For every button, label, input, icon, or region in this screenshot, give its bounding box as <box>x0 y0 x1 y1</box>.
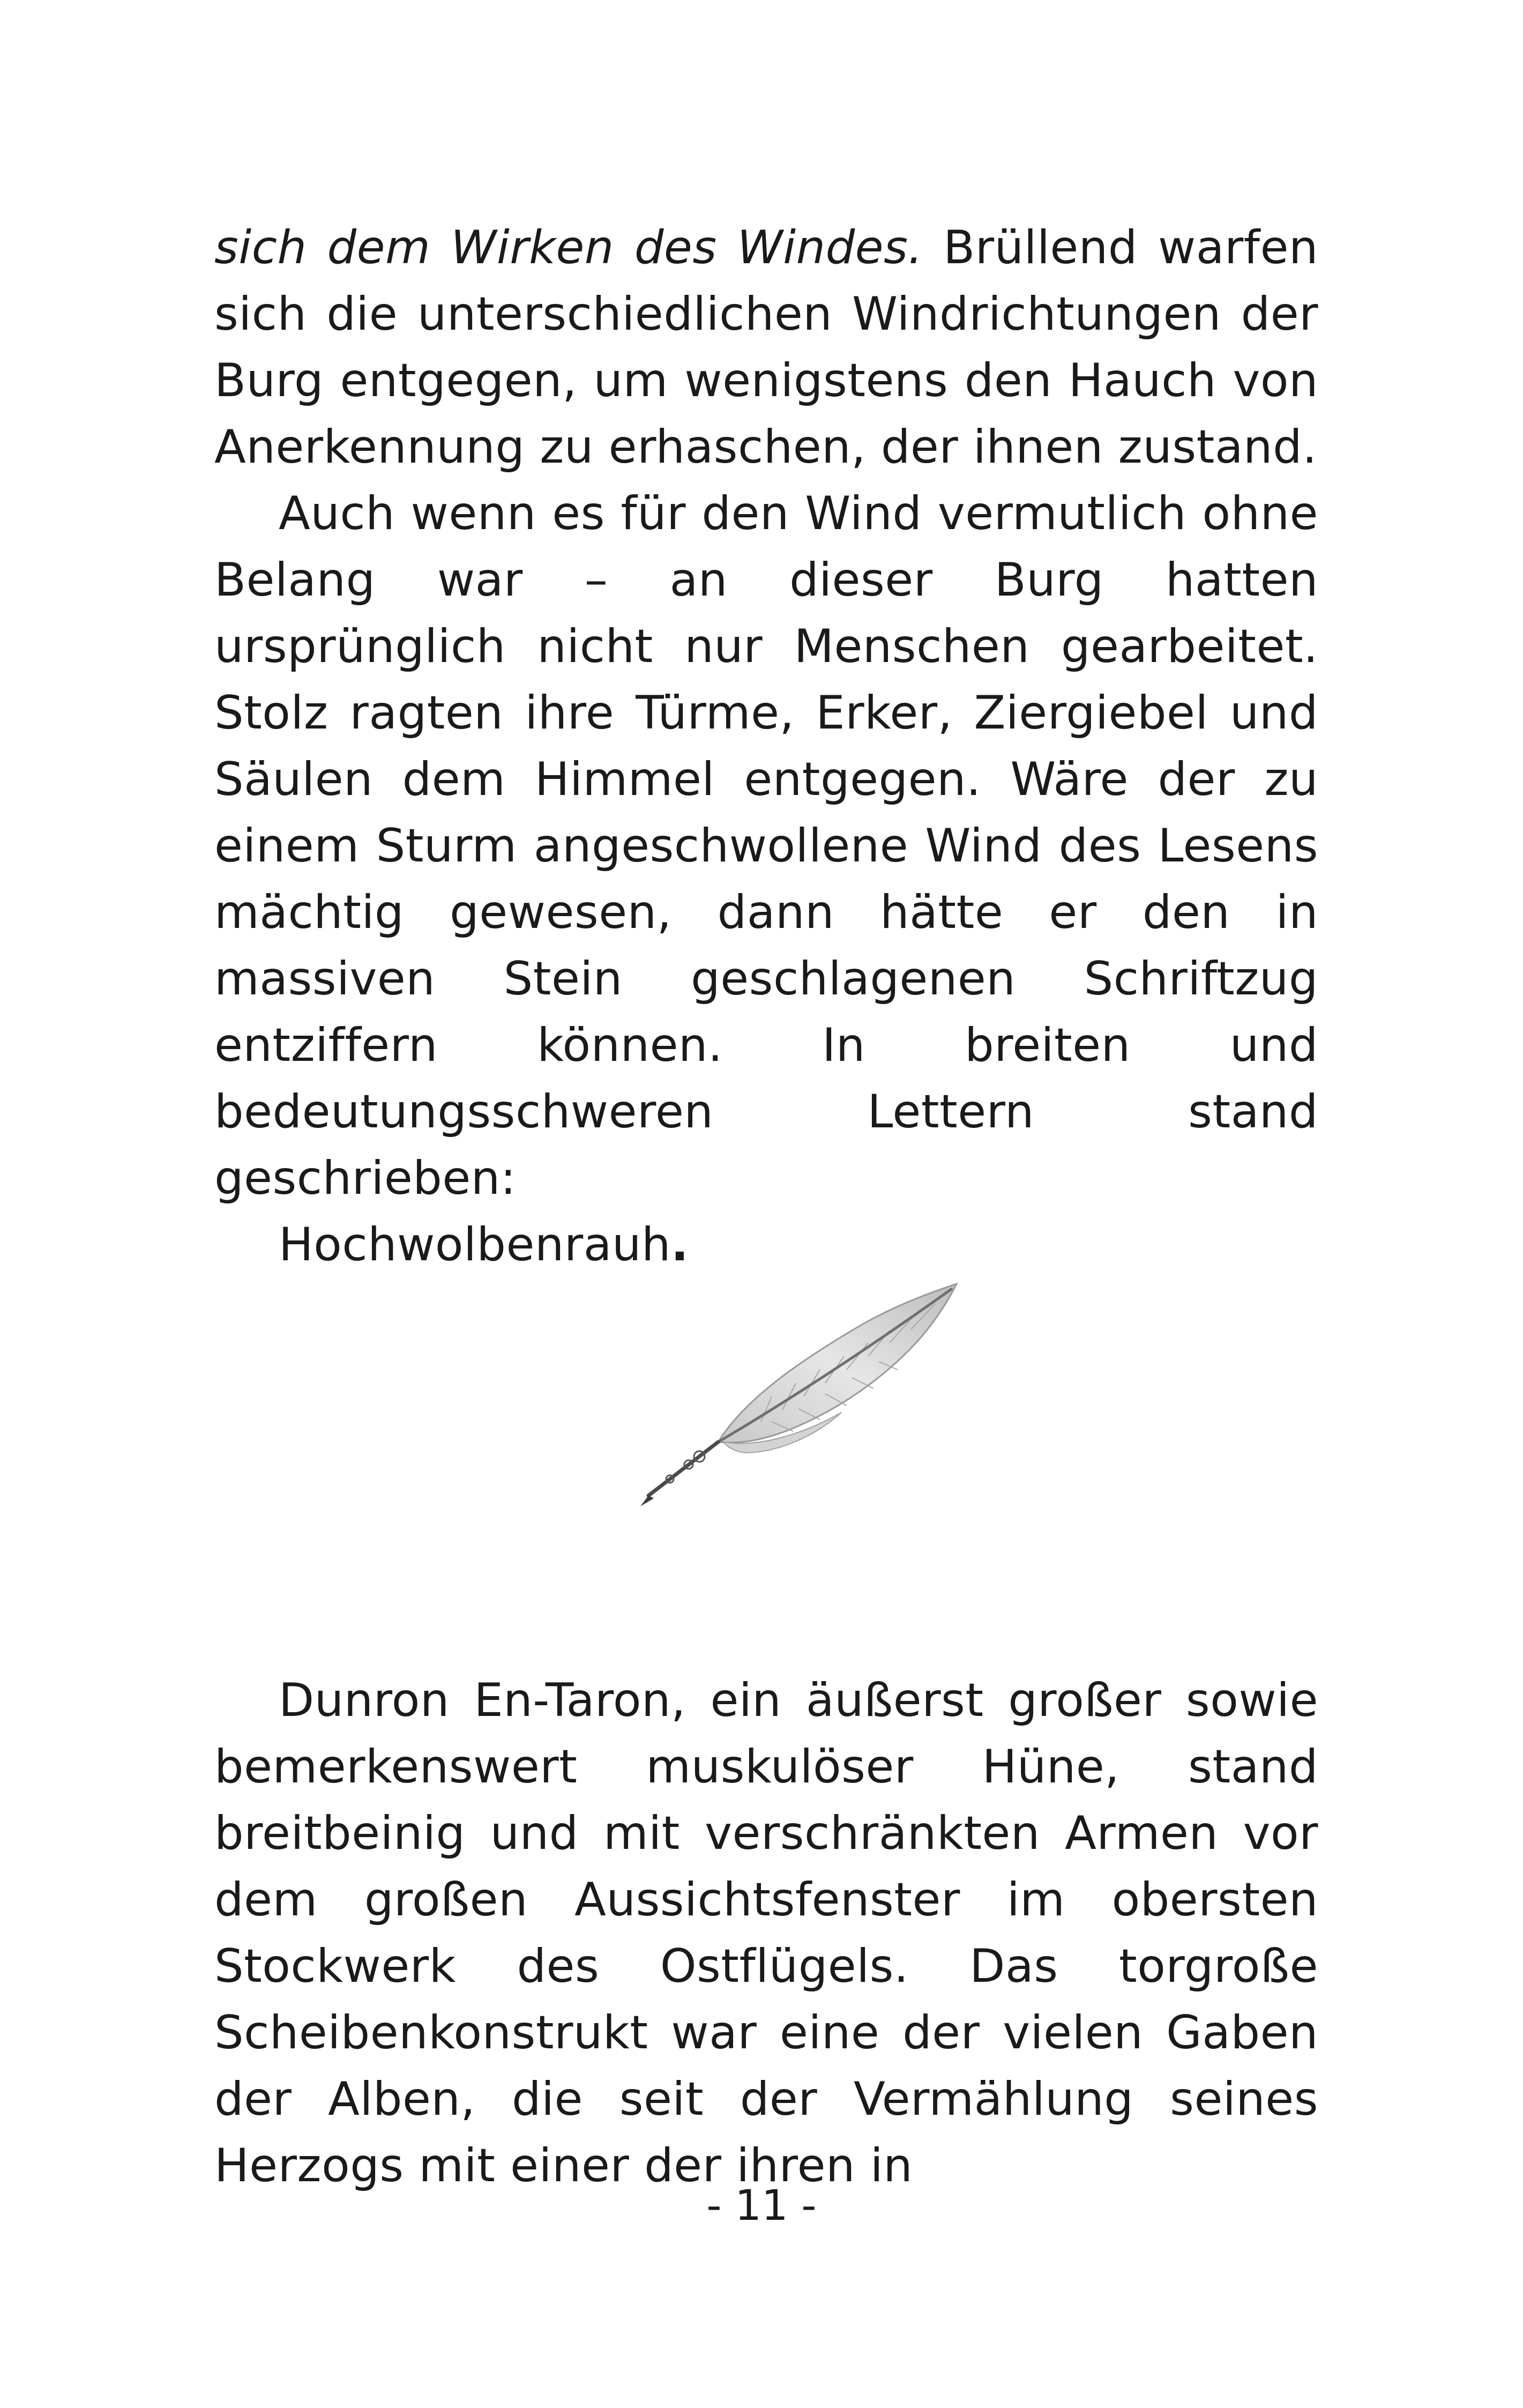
quill-feather-icon <box>638 1281 959 1539</box>
page-number: - 11 - <box>706 2182 817 2230</box>
paragraph-1-italic: sich dem Wirken des Windes. <box>214 221 923 274</box>
paragraph-2: Auch wenn es für den Wind vermutlich ohne Belang war – an dieser Burg hatten ursprünglich nicht nur Menschen gearbeitet. Stolz ragten ihre Türme, Erker, Ziergiebel und Säulen dem Himmel entgegen. Wäre der zu einem Sturm angeschwollene Wind des Lesens mächtig gewesen, dann hätte er den in massiven Stein geschlagenen Schriftzug entziffern können. In breiten und bedeutungsschweren Lettern stand geschrieben: <box>214 487 1318 1205</box>
paragraph-3 <box>214 1212 1318 1278</box>
paragraph-4: Dunron En-Taron, ein äußerst großer sowie bemerkenswert muskulöser Hüne, stand breitbeinig und mit verschränkten Armen vor dem großen Aussichtsfenster im obersten Stockwerk des Ostflügels. Das torgroße Scheibenkonstrukt war eine der vielen Gaben der Alben, die seit der Vermählung seines Herzogs mit einer der ihren in <box>214 1674 1318 2193</box>
paragraph-1 <box>214 214 1318 480</box>
castle-name: Hochwolbenrauh <box>279 1218 671 1272</box>
top-text-block <box>214 214 1318 1278</box>
castle-name-dot: . <box>671 1218 689 1272</box>
paragraph-1-rest: Brüllend warfen sich die unterschiedlichen Windrichtungen der Burg entgegen, um wenigstens den Hauch von Anerkennung zu erhaschen, der ihnen zustand. <box>214 221 1318 474</box>
bottom-text-block <box>214 1667 1318 2199</box>
